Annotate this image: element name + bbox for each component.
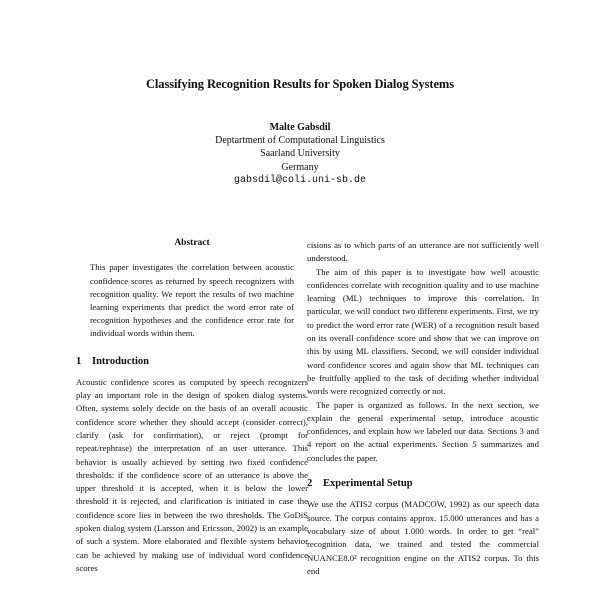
section-1-number: 1: [76, 355, 82, 367]
author-block: [0, 121, 600, 187]
section-1-heading: [76, 355, 308, 368]
paper-title: Classifying Recognition Results for Spoken Dialog Systems: [146, 77, 454, 91]
left-column: [76, 237, 308, 575]
author-university: Saarland University: [260, 148, 340, 160]
aim-paragraph: The aim of this paper is to investigate how well acoustic confidences correlate with recognition quality and to use machine learning (ML) techniques to improve this correlation. In particular, we will conduct two different experiments. First, we try to predict the word error rate (WER) of a recognition result based on its overall confidence score and show that we can improve on this by using ML classifiers. Second, we will consider individual word confidence scores and again show that ML techniques can be fruitfully applied to the task of deciding whether individual words were recognized correctly or not.: [307, 266, 539, 397]
continuation-paragraph: cisions as to which parts of an utterance are not sufficiently well understood.: [307, 240, 539, 264]
abstract-heading: Abstract: [174, 238, 210, 248]
author-department: Deptartment of Computational Linguistics: [215, 135, 385, 147]
author-name: Malte Gabsdil: [269, 122, 331, 133]
author-country: Germany: [281, 161, 319, 173]
section-2-paragraph: We use the ATIS2 corpus (MADCOW, 1992) as our speech data source. The corpus contains approx. 15.000 utterances and has a vocabulary size of about 1.000 words. In order to get “real” recognition data, we trained and tested the commercial NUANCE8.0² recognition engine on the ATIS2 corpus. To this end: [307, 499, 539, 576]
section-2-number: 2: [307, 478, 313, 490]
section-1-paragraph: Acoustic confidence scores as computed by speech recognizers play an important role in the design of spoken dialog systems. Often, systems solely decide on the basis of an overall acoustic confidence score whether they should accept (consider correct), clarify (ask for confirmation), or reject (prompt for repeat/rephrase) the interpretation of an user utterance. This behavior is usually achieved by setting two fixed confidence thresholds: if the confidence score of an utterance is above the upper threshold it is accepted, when it is below the lower threshold it is rejected, and clarification is initiated in case the confidence score lies in between the two thresholds. The GoDiS spoken dialog system (Larsson and Ericsson, 2002) is an example of such a system. More elaborated and flexible system behavior can be achieved by making use of individual word confidence scores: [76, 376, 308, 573]
organization-paragraph: The paper is organized as follows. In the next section, we explain the general experimental setup, introduce acoustic confidences, and explain how we labeled our data. Sections 3 and 4 report on the actual experiments. Section 5 summarizes and concludes the paper.: [307, 399, 539, 463]
section-2-heading: [307, 477, 539, 490]
abstract-text: This paper investigates the correlation between acoustic confidence scores as returned by speech recognizers with recognition quality. We report the results of two machine learning experiments that predict the word error rate of recognition hypotheses and the confidence error rate for individual words within them.: [90, 262, 294, 339]
author-email: gabsdil@coli.uni-sb.de: [233, 174, 367, 186]
section-2-title: Experimental Setup: [323, 478, 413, 490]
right-column: [307, 239, 539, 578]
section-1-title: Introduction: [92, 355, 149, 367]
